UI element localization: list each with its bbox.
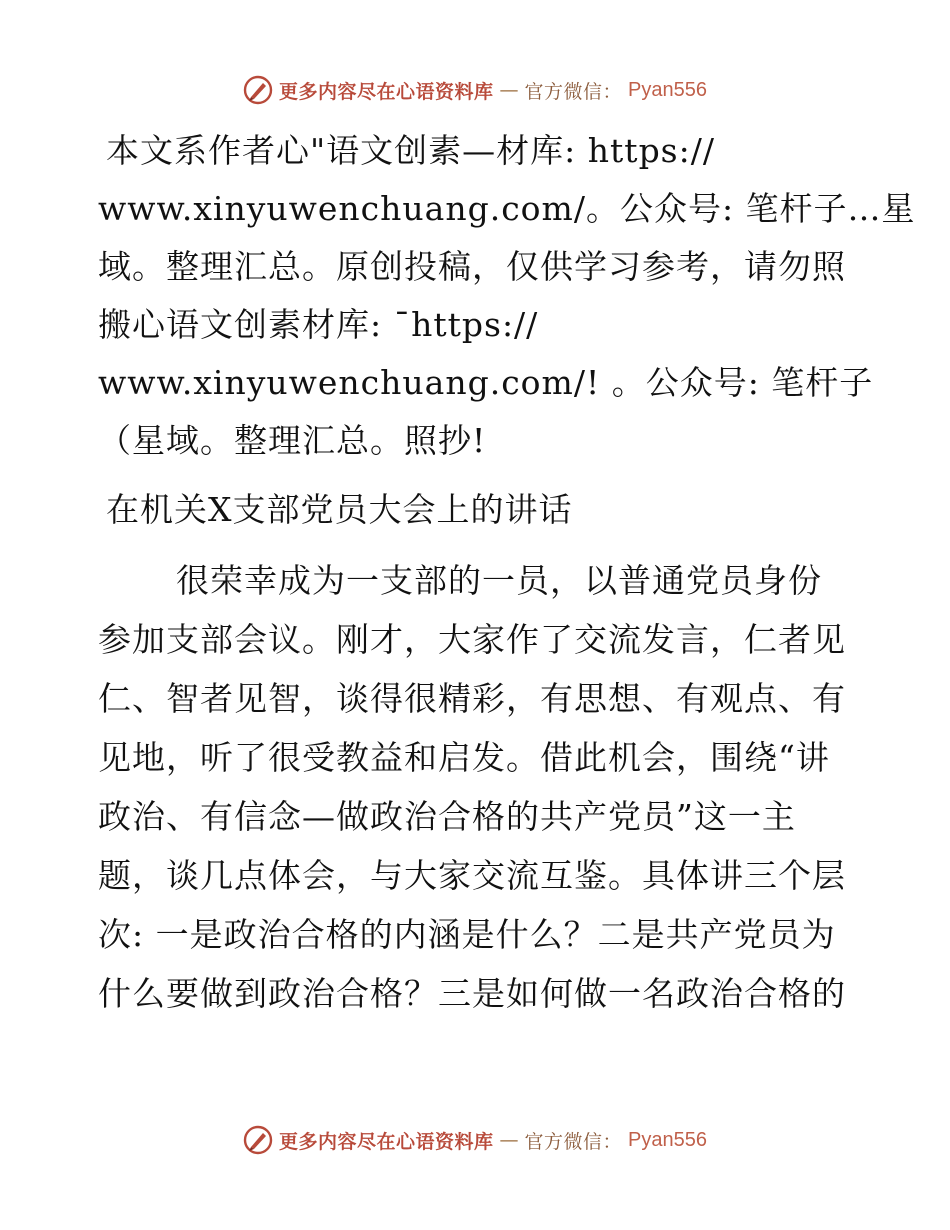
header-banner [0,70,950,110]
document-body [98,122,916,1023]
footer-banner [0,1120,950,1160]
body-line: 题，谈几点体会，与大家交流互鉴。具体讲三个层 [98,856,846,895]
banner-wechat-label: 官方微信： [524,80,623,103]
notice-line: 本文系作者心"语文创素—材库: https:// [106,131,715,170]
body-line: 参加支部会议。刚才，大家作了交流发言，仁者见 [98,620,846,659]
body-paragraph [98,551,858,1023]
banner-wechat-id: Pyan556 [628,78,707,101]
quill-pen-logo-icon [243,75,273,105]
notice-line: www.xinyuwenchuang.com/! 。公众号: 笔杆子 [98,363,874,402]
speech-title: 在机关X支部党员大会上的讲话 [106,490,573,529]
body-line: 仁、智者见智，谈得很精彩，有思想、有观点、有 [98,679,846,718]
notice-line: （星域。整理汇总。照抄! [98,421,487,460]
quill-pen-logo-icon [243,1125,273,1155]
banner-separator: — [499,79,519,101]
body-line: 很荣幸成为一支部的一员，以普通党员身份 [176,561,822,600]
banner-wechat-id: Pyan556 [628,1128,707,1151]
banner-separator: — [499,1129,519,1151]
notice-line: 域。整理汇总。原创投稿，仅供学习参考，请勿照 [98,247,846,286]
body-line: 次: 一是政治合格的内涵是什么？二是共产党员为 [98,915,836,954]
body-line: 政治、有信念—做政治合格的共产党员”这一主 [98,797,796,836]
banner-main-text: 更多内容尽在心语资料库 [279,80,494,103]
banner-main-text: 更多内容尽在心语资料库 [279,1130,494,1153]
notice-line: www.xinyuwenchuang.com/。公众号: 笔杆子…星 [98,189,916,228]
banner-wechat-label: 官方微信： [524,1130,623,1153]
body-line: 什么要做到政治合格？三是如何做一名政治合格的 [98,974,846,1013]
notice-line: 搬心语文创素材库: ¯https:// [98,305,539,344]
body-line: 见地，听了很受教益和启发。借此机会，围绕“讲 [98,738,830,777]
